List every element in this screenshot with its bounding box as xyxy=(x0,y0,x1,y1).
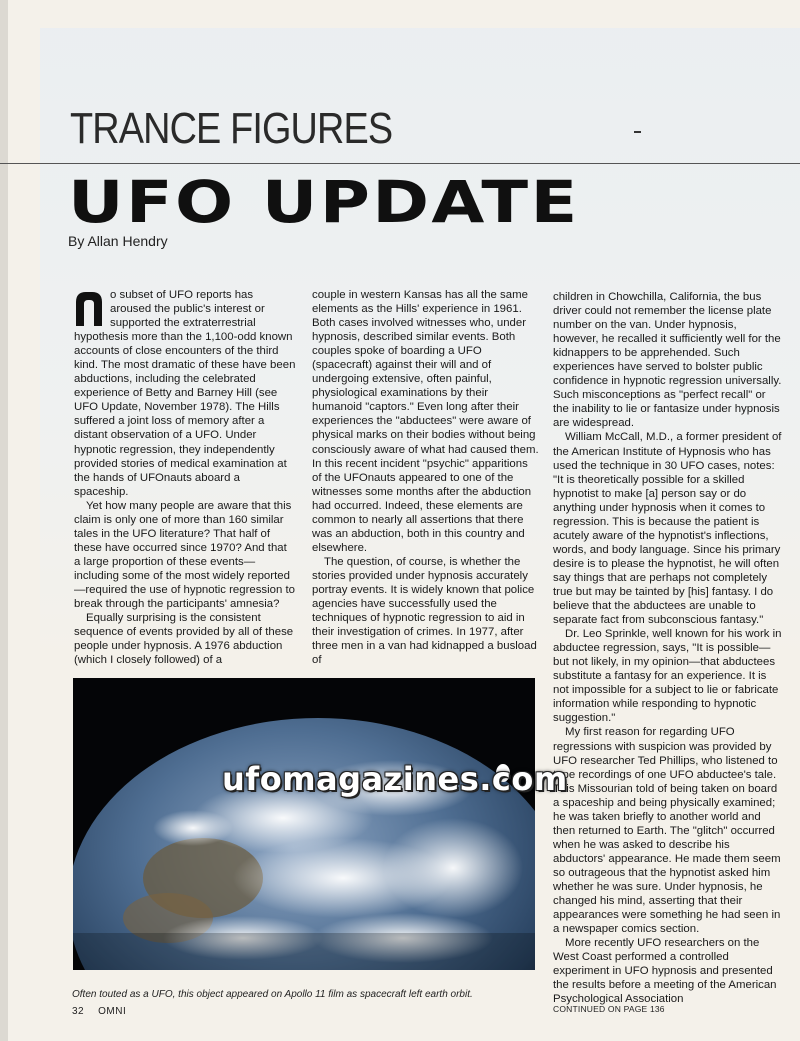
paragraph: Equally surprising is the consistent sequence of events provided by all of these people under hypnosis. A 1976 abduction (which I closely followed) of a xyxy=(74,612,294,667)
section-kicker: TRANCE FIGURES xyxy=(70,104,393,153)
paragraph: The question, of course, is whether the stories provided under hypnosis accurately portray events. It is widely known that police agencies have successfully used the techniques of hypnotic regression to aid in their investigation of crimes. In 1977, after three men in a van had kidnapped a busload of xyxy=(312,555,537,667)
paragraph: Dr. Leo Sprinkle, well known for his work in abductee regression, says, "It is possible—but not likely, in my opinion—that abductees substitute a fantasy for an experience. It is not impossible for a subject to lie or fabricate information while responding to hypnotic suggestion." xyxy=(553,628,782,725)
paragraph: William McCall, M.D., a former president of the American Institute of Hypnosis who has used the technique in 30 UFO cases, notes: "It is theoretically possible for a skilled hypnotist to make [a] person say or do anything under hypnosis when it comes to regression. This is because the patient is acutely aware of the hypnotist's inflections, words, and body language. Since his primary desire is to please the hypnotist, he will often say things that are perhaps not completely true but may be tainted by [his] fantasy. I do believe that the abductees are unable to separate fact from subconscious fantasy." xyxy=(553,431,782,627)
drop-cap-glyph xyxy=(74,290,104,328)
photo-caption: Often touted as a UFO, this object appeared on Apollo 11 film as spacecraft left earth orbit. xyxy=(72,989,473,1000)
earth-photo xyxy=(73,678,535,970)
paragraph: children in Chowchilla, California, the bus driver could not remember the license plate number on the van. Under hypnosis, however, he recalled it sufficiently well for the kidnappers to be apprehended. Such experiences have served to bolster public confidence in hypnotic regression universally. Such misconceptions as "perfect recall" or the inability to lie or fantasize under hypnosis are widespread. xyxy=(553,291,782,430)
page-edge xyxy=(0,0,8,1041)
article-column-2 xyxy=(312,288,540,667)
paragraph: More recently UFO researchers on the West Coast performed a controlled experiment in UFO hypnosis and presented the results before a meeting of the American Psychological Association xyxy=(553,937,777,1006)
magazine-name: OMNI xyxy=(98,1006,127,1017)
watermark-text: ufomagazines.com xyxy=(222,760,568,798)
article-column-1 xyxy=(74,288,296,667)
header-rule xyxy=(0,163,800,164)
decorative-dash xyxy=(634,131,641,133)
drop-cap-n xyxy=(74,290,104,328)
paragraph: couple in western Kansas has all the same elements as the Hills' experience in 1961. Both cases involved witnesses who, under hypnosis, described similar events. Both couples spoke of boarding a UFO (spacecraft) against their will and of undergoing extensive, often painful, physiological examinations by their humanoid "captors." Even long after their experiences the "abductees" were aware of physical marks on their bodies without being consciously aware of what had caused them. In this recent incident "psychic" apparitions of the UFOnauts appeared to one of the witnesses some months after the abduction had occurred. Indeed, these elements are common to nearly all assertions that there was an abduction, both in this country and elsewhere. xyxy=(312,289,539,554)
page-number: 32 xyxy=(72,1006,85,1017)
continued-note: CONTINUED ON PAGE 136 xyxy=(553,1004,665,1014)
folio xyxy=(72,1006,140,1017)
paragraph: Yet how many people are aware that this claim is only one of more than 160 similar tales in the UFO literature? That half of these have occurred since 1970? And that a large proportion of these events—including some of the most widely reported—required the use of hypnotic regression to break through the participants' amnesia? xyxy=(74,499,295,611)
paragraph xyxy=(74,288,296,499)
paragraph: My first reason for regarding UFO regressions with suspicion was provided by UFO researcher Ted Phillips, who listened to tape recordings of one UFO abductee's tale. This Missourian told of being taken on board a spaceship and being physically examined; he was taken briefly to another world and then returned to Earth. The "glitch" occurred when he was asked to describe his abductors' appearance. He made them seem so outrageous that the hypnotist asked him whether he was sure. Under hypnosis, he changed his mind, asserting that their appearances were something he had seen in a newspaper comics section. xyxy=(553,726,781,936)
earth-image xyxy=(73,678,535,970)
byline: By Allan Hendry xyxy=(68,233,168,249)
article-column-3 xyxy=(553,290,783,1006)
paragraph-text: o subset of UFO reports has aroused the public's interest or supported the extraterrestrial hypothesis more than the 1,100-odd known accounts of close encounters of the third kind. The most dramatic of these have been abductions, including the celebrated experience of Betty and Barney Hill (see UFO Update, November 1978). The Hills suffered a joint loss of memory after a distant observation of a UFO. Under hypnotic regression, they independently provided stories of medical examination at the hands of UFOnauts aboard a spaceship. xyxy=(74,289,296,498)
page-title: UFO UPDATE xyxy=(68,168,580,236)
